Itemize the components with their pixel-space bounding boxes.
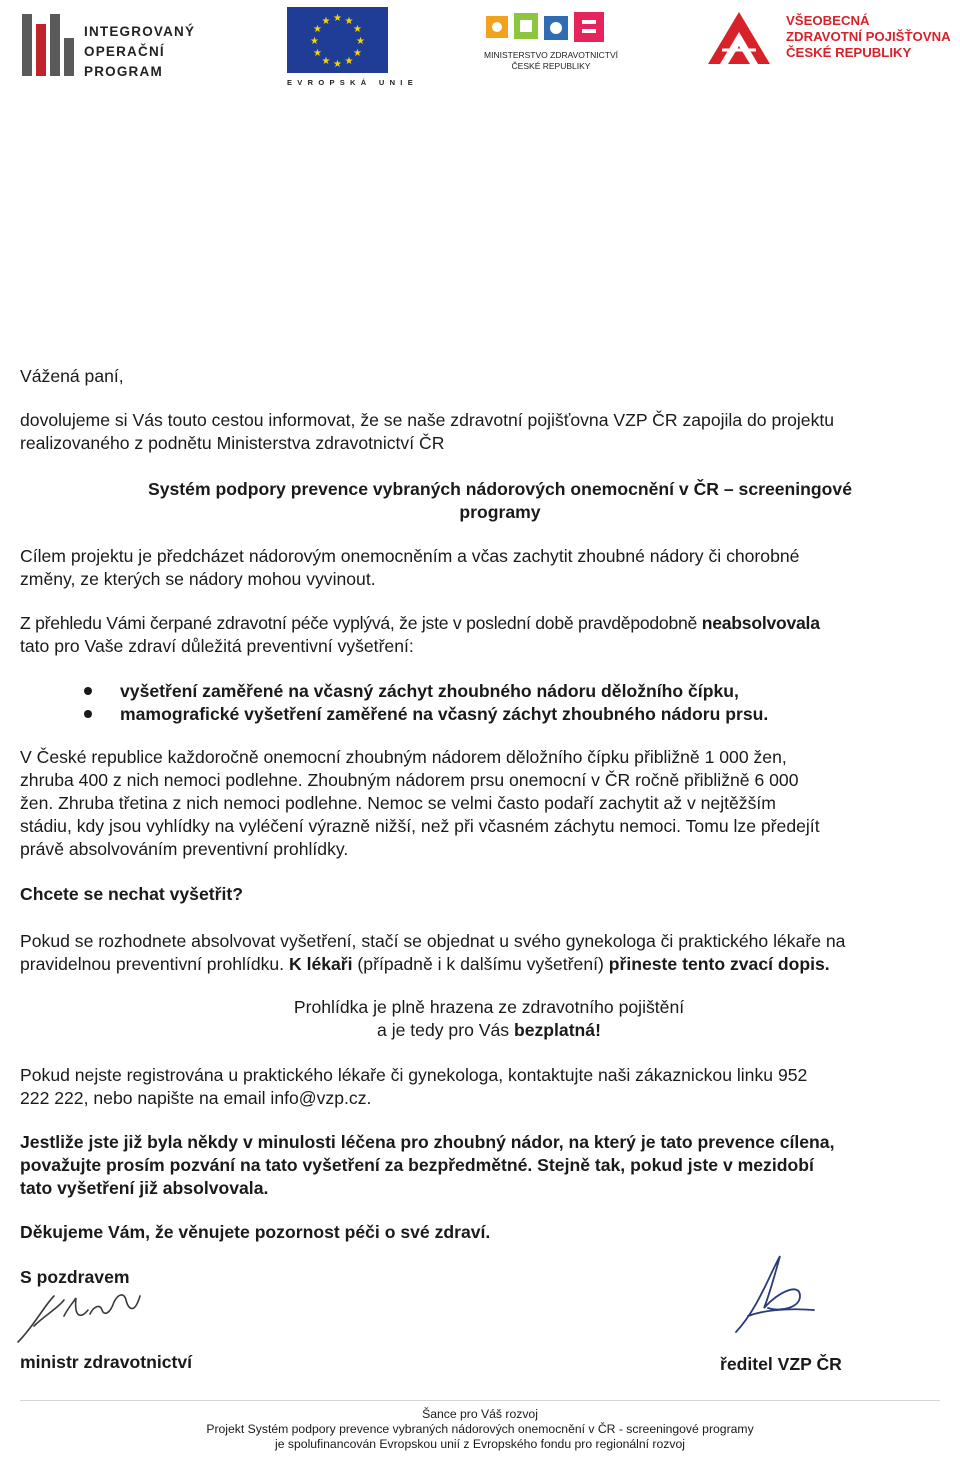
vzp-logo-text <box>786 13 951 61</box>
intro-line-1: dovolujeme si Vás touto cestou informovat, že se naše zdravotní pojišťovna VZP ČR zapojila do projektu <box>20 410 835 430</box>
svg-text:★: ★ <box>333 59 342 70</box>
svg-text:★: ★ <box>313 24 322 35</box>
svg-text:★: ★ <box>344 56 354 67</box>
iop-logo-text <box>84 22 195 82</box>
vzp-line-1: VŠEOBECNÁ <box>786 13 870 28</box>
mz-caption <box>484 50 618 72</box>
iop-line-3: PROGRAM <box>84 64 163 79</box>
minister-signature <box>14 1286 154 1348</box>
vzp-line-3: ČESKÉ REPUBLIKY <box>786 45 912 60</box>
stats-line-4: stádiu, kdy jsou vyhlídky na vyléčení výrazně nižší, než při včasném záchytu nemoci. Tomu lze předejít <box>20 816 820 836</box>
mz-caption-line-2: ČESKÉ REPUBLIKY <box>511 61 591 71</box>
vzp-logo <box>706 10 956 70</box>
eu-flag-icon <box>287 7 388 73</box>
signatory-director: ředitel VZP ČR <box>720 1354 842 1374</box>
closing: S pozdravem <box>20 1267 130 1287</box>
iop-logo <box>22 8 212 78</box>
howto-text-2: (případně i k dalšímu vyšetření) <box>352 954 609 974</box>
director-signature <box>728 1248 828 1338</box>
iop-logo-mark <box>22 14 74 76</box>
howto-text-1: pravidelnou preventivní prohlídku. <box>20 954 289 974</box>
howto-bring-letter: přineste tento zvací dopis. <box>608 954 830 974</box>
svg-text:★: ★ <box>310 36 319 47</box>
iop-line-1: INTEGROVANÝ <box>84 24 196 39</box>
svg-text:★: ★ <box>321 16 331 27</box>
overview-line-1-text: Z přehledu Vámi čerpané zdravotní péče vyplývá, že jste v poslední době pravděpodobně <box>20 613 702 633</box>
howto-paragraph <box>20 930 845 976</box>
svg-text:★: ★ <box>353 24 362 35</box>
exam-item-text: vyšetření zaměřené na včasný záchyt zhoubného nádoru děložního čípku, <box>120 681 739 701</box>
overview-emphasis: neabsolvovala <box>701 613 820 633</box>
footer-line-1: Šance pro Váš rozvoj <box>422 1407 538 1421</box>
bullet-icon <box>84 710 92 718</box>
overview-line-1 <box>20 612 820 635</box>
treated-line-3: tato vyšetření již absolvovala. <box>20 1178 269 1198</box>
treated-paragraph <box>20 1131 958 1200</box>
free-text: a je tedy pro Vás <box>377 1020 514 1040</box>
mz-logo-mark <box>484 10 618 48</box>
goal-line-1: Cílem projektu je předcházet nádorovým onemocněním a včas zachytit zhoubné nádory či chorobné <box>20 546 800 566</box>
svg-text:★: ★ <box>321 56 331 67</box>
treated-line-2: považujte prosím pozvání na tato vyšetření za bezpředmětné. Stejně tak, pokud jste v mezidobí <box>20 1155 814 1175</box>
statistics-paragraph <box>20 746 958 861</box>
svg-text:★: ★ <box>333 13 342 24</box>
vzp-logo-mark <box>706 10 772 66</box>
svg-text:★: ★ <box>353 48 362 59</box>
howto-line-1: Pokud se rozhodnete absolvovat vyšetření, stačí se objednat u svého gynekologa či praktického lékaře na <box>20 931 846 951</box>
thanks-line: Děkujeme Vám, že věnujete pozornost péči o své zdraví. <box>20 1222 491 1242</box>
svg-text:★: ★ <box>356 36 365 47</box>
free-line-2 <box>0 1019 960 1042</box>
treated-line-1: Jestliže jste již byla někdy v minulosti léčena pro zhoubný nádor, na který je tato prevence cílena, <box>20 1132 835 1152</box>
project-title-line-2: programy <box>459 502 541 522</box>
contact-paragraph <box>20 1064 958 1110</box>
free-notice <box>0 996 960 1042</box>
eu-logo <box>287 7 418 89</box>
project-title-line-1: Systém podpory prevence vybraných nádorových onemocnění v ČR – screeningové <box>148 479 852 499</box>
bullet-icon <box>84 687 92 695</box>
goal-paragraph <box>20 545 799 591</box>
vzp-line-2: ZDRAVOTNÍ POJIŠŤOVNA <box>786 29 951 44</box>
stats-line-2: zhruba 400 z nich nemoci podlehne. Zhoubným nádorem prsu onemocní v ČR ročně přibližně 6 000 <box>20 770 799 790</box>
free-emphasis: bezplatná! <box>513 1020 601 1040</box>
howto-doctor: K lékaři <box>288 954 353 974</box>
free-line-1: Prohlídka je plně hrazena ze zdravotního pojištění <box>293 997 685 1017</box>
svg-text:★: ★ <box>344 16 354 27</box>
goal-line-2: změny, ze kterých se nádory mohou vyvinout. <box>20 569 376 589</box>
mz-logo <box>484 10 618 76</box>
mz-caption-line-1: MINISTERSTVO ZDRAVOTNICTVÍ <box>484 50 618 60</box>
footer <box>0 1407 960 1452</box>
intro-line-2: realizovaného z podnětu Ministerstva zdravotnictví ČR <box>20 433 445 453</box>
footer-line-2: Projekt Systém podpory prevence vybraných nádorových onemocnění v ČR - screeningové programy <box>206 1422 754 1436</box>
stats-line-3: žen. Zhruba třetina z nich nemoci podlehne. Nemoc se velmi často podaří zachytit až v nejtěžším <box>20 793 776 813</box>
greeting: Vážená paní, <box>20 366 124 386</box>
project-title <box>20 478 960 524</box>
footer-divider <box>20 1400 940 1401</box>
footer-line-3: je spolufinancován Evropskou unií z Evropského fondu pro regionální rozvoj <box>275 1437 685 1451</box>
iop-line-2: OPERAČNÍ <box>84 44 165 59</box>
stats-line-5: právě absolvováním preventivní prohlídky. <box>20 839 349 859</box>
eu-caption: EVROPSKÁ UNIE <box>287 78 418 87</box>
contact-line-1: Pokud nejste registrována u praktického lékaře či gynekologa, kontaktujte naši zákaznickou linku 952 <box>20 1065 808 1085</box>
contact-line-2: 222 222, nebo napište na email info@vzp.cz. <box>20 1088 372 1108</box>
overview-line-2: tato pro Vaše zdraví důležitá preventivní vyšetření: <box>20 636 414 656</box>
eu-stars <box>287 7 388 73</box>
intro-paragraph <box>20 409 940 455</box>
howto-line-2 <box>20 953 845 976</box>
signatory-minister: ministr zdravotnictví <box>20 1352 193 1372</box>
svg-text:★: ★ <box>313 48 322 59</box>
stats-line-1: V České republice každoročně onemocní zhoubným nádorem děložního čípku přibližně 1 000 žen, <box>20 747 787 767</box>
overview-paragraph <box>20 612 820 658</box>
question-heading: Chcete se nechat vyšetřit? <box>20 884 243 904</box>
exam-item-text: mamografické vyšetření zaměřené na včasný záchyt zhoubného nádoru prsu. <box>120 704 769 724</box>
